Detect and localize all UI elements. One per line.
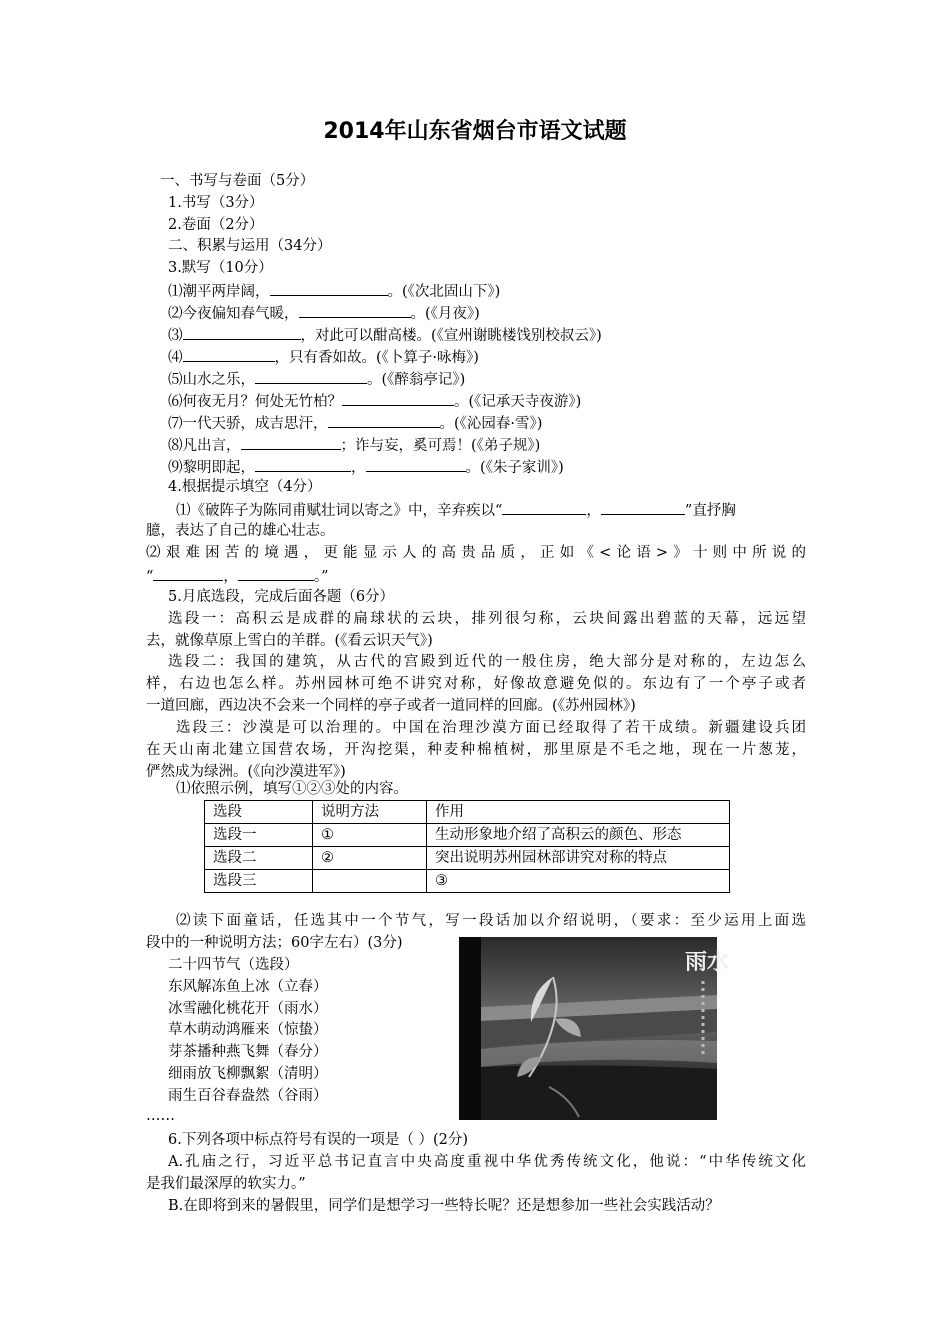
solar-term-item: 雨生百谷春盎然（谷雨） [168,1088,328,1104]
q3-7-source: 。(《沁园春·雪》) [439,416,543,432]
q3-3-prompt: ⑶ [168,328,183,344]
q3-1-prompt: ⑴潮平两岸阔， [168,284,270,300]
item-1-1: 1.书写（3分） [168,195,264,211]
q5-2-instruction-line-2: 段中的一种说明方法；60字左右）(3分) [146,935,403,951]
answer-table [204,800,730,893]
question-5-heading: 5.月底选段，完成后面各题（6分） [168,589,395,605]
answer-blank[interactable] [342,390,454,406]
q4-1-prompt: ⑴《破阵子为陈同甫赋壮词以寄之》中，辛弃疾以“ [176,503,503,519]
table-cell[interactable]: ③ [427,870,730,893]
answer-blank[interactable] [153,565,223,581]
q3-line-8 [168,434,540,457]
q3-9-separator: ， [351,460,366,476]
photo-caption: 雨水 [685,949,730,975]
q3-6-source: 。(《记承天寺夜游》) [454,394,582,410]
q3-6-prompt: ⑹何夜无月？何处无竹柏？ [168,394,342,410]
q3-4-source: ，只有香如故。(《卜算子·咏梅》) [274,350,479,366]
q4-line-1-continued: 臆，表达了自己的雄心壮志。 [146,523,335,539]
table-cell: 突出说明苏州园林部讲究对称的特点 [427,847,730,870]
q3-7-prompt: ⑺一代天骄，成吉思汗， [168,416,328,432]
q3-5-source: 。(《醉翁亭记》) [367,372,466,388]
table-header-row [205,801,730,824]
q3-9-prompt: ⑼黎明即起， [168,460,255,476]
q3-2-prompt: ⑵今夜偏知春气暖， [168,306,299,322]
q3-8-prompt: ⑻凡出言， [168,438,241,454]
q3-line-1 [168,280,500,303]
solar-term-item: 草木萌动鸿雁来（惊蛰） [168,1022,328,1038]
q3-8-source: ；诈与妄，奚可焉！(《弟子规》) [340,438,541,454]
answer-blank[interactable] [241,434,341,450]
q3-line-3 [168,324,602,347]
item-1-2: 2.卷面（2分） [168,217,264,233]
q3-line-7 [168,412,542,435]
q3-line-9 [168,456,564,479]
q3-line-2 [168,302,480,325]
q3-4-prompt: ⑷ [168,350,183,366]
solar-term-item: 东风解冻鱼上冰（立春） [168,979,328,995]
q3-9-source: 。(《朱子家训》) [465,460,564,476]
close-quote: 。” [313,569,329,585]
table-cell: 选段一 [205,824,313,847]
answer-blank[interactable] [502,499,586,515]
q5-1-instruction: ⑴依照示例，填写①②③处的内容。 [176,781,408,797]
q3-1-source: 。(《次北固山下》) [387,284,501,300]
passage-3-line-3: 俨然成为绿洲。(《向沙漠进军》) [146,764,346,780]
table-row [205,847,730,870]
answer-blank[interactable] [255,368,367,384]
answer-blank[interactable] [183,346,275,362]
solar-terms-title: 二十四节气（选段） [168,957,299,973]
table-cell: 选段二 [205,847,313,870]
table-row [205,824,730,847]
option-a-line-2: 是我们最深厚的软实力。” [146,1176,306,1192]
passage-3-line-1: 选段三：沙漠是可以治理的。中国在治理沙漠方面已经取得了若干成绩。新疆建设兵团 [176,720,806,736]
open-quote: “ [146,569,154,585]
answer-blank[interactable] [255,456,351,472]
q4-line-1 [176,499,736,522]
question-6-heading: 6.下列各项中标点符号有误的一项是（ ）(2分) [168,1132,468,1148]
ellipsis: …… [146,1108,175,1124]
section-1-heading: 一、书写与卷面（5分） [160,173,315,189]
answer-blank[interactable] [366,456,466,472]
q3-line-5 [168,368,465,391]
answer-blank[interactable] [601,499,685,515]
solar-term-item: 芽茶播种燕飞舞（春分） [168,1044,328,1060]
answer-blank[interactable] [238,565,314,581]
question-3-heading: 3.默写（10分） [168,260,273,276]
passage-1-line-2: 去，就像草原上雪白的羊群。(《看云识天气》) [146,633,433,649]
table-header-cell: 作用 [427,801,730,824]
solar-term-item: 细雨放飞柳飘絮（清明） [168,1066,328,1082]
q5-2-instruction-line-1: ⑵读下面童话，任选其中一个节气，写一段话加以介绍说明，（要求：至少运用上面选 [176,913,806,929]
answer-blank[interactable] [270,280,388,296]
answer-blank[interactable] [328,412,440,428]
passage-3-line-2: 在天山南北建立国营农场，开沟挖渠，种麦种棉植树，那里原是不毛之地，现在一片葱茏， [146,742,806,758]
passage-2-line-2: 样，右边也怎么样。苏州园林可绝不讲究对称，好像故意避免似的。东边有了一个亭子或者 [146,676,806,692]
passage-2-line-1: 选段二：我国的建筑，从古代的宫殿到近代的一般住房，绝大部分是对称的，左边怎么 [168,654,806,670]
page-title: 2014年山东省烟台市语文试题 [323,119,627,144]
answer-blank[interactable] [183,324,301,340]
q4-1-separator: ， [586,503,601,519]
table-header-cell: 选段 [205,801,313,824]
q3-line-6 [168,390,581,413]
q4-2-separator: ， [223,569,238,585]
solar-term-item: 冰雪融化桃花开（雨水） [168,1001,328,1017]
section-2-heading: 二、积累与运用（34分） [168,238,332,254]
q3-2-source: 。(《月夜》) [410,306,480,322]
passage-1-line-1: 选段一：高积云是成群的扁球状的云块，排列很匀称，云块间露出碧蓝的天幕，远远望 [168,611,806,627]
table-cell[interactable]: ① [313,824,427,847]
answer-blank[interactable] [299,302,411,318]
table-cell[interactable] [313,870,427,893]
rain-water-illustration [459,937,730,1120]
q3-5-prompt: ⑸山水之乐， [168,372,255,388]
table-header-cell: 说明方法 [313,801,427,824]
q4-1-tail: ”直抒胸 [684,503,736,519]
q4-line-2: ⑵艰难困苦的境遇，更能显示人的高贵品质，正如《<论语>》十则中所说的 [146,545,806,561]
table-cell[interactable]: ② [313,847,427,870]
table-cell: 生动形象地介绍了高积云的颜色、形态 [427,824,730,847]
table-cell: 选段三 [205,870,313,893]
table-row [205,870,730,893]
q4-line-2-continued [146,565,329,588]
q3-line-4 [168,346,479,369]
option-b: B.在即将到来的暑假里，同学们是想学习一些特长呢？还是想参加一些社会实践活动？ [168,1198,720,1214]
question-4-heading: 4.根据提示填空（4分） [168,479,322,495]
q3-3-source: ，对此可以酣高楼。(《宣州谢眺楼饯别校叔云》) [300,328,602,344]
passage-2-line-3: 一道回廊，西边决不会来一个同样的亭子或者一道同样的回廊。(《苏州园林》) [146,698,636,714]
option-a-line-1: A.孔庙之行，习近平总书记直言中央高度重视中华优秀传统文化，他说：“中华传统文化 [168,1154,806,1170]
